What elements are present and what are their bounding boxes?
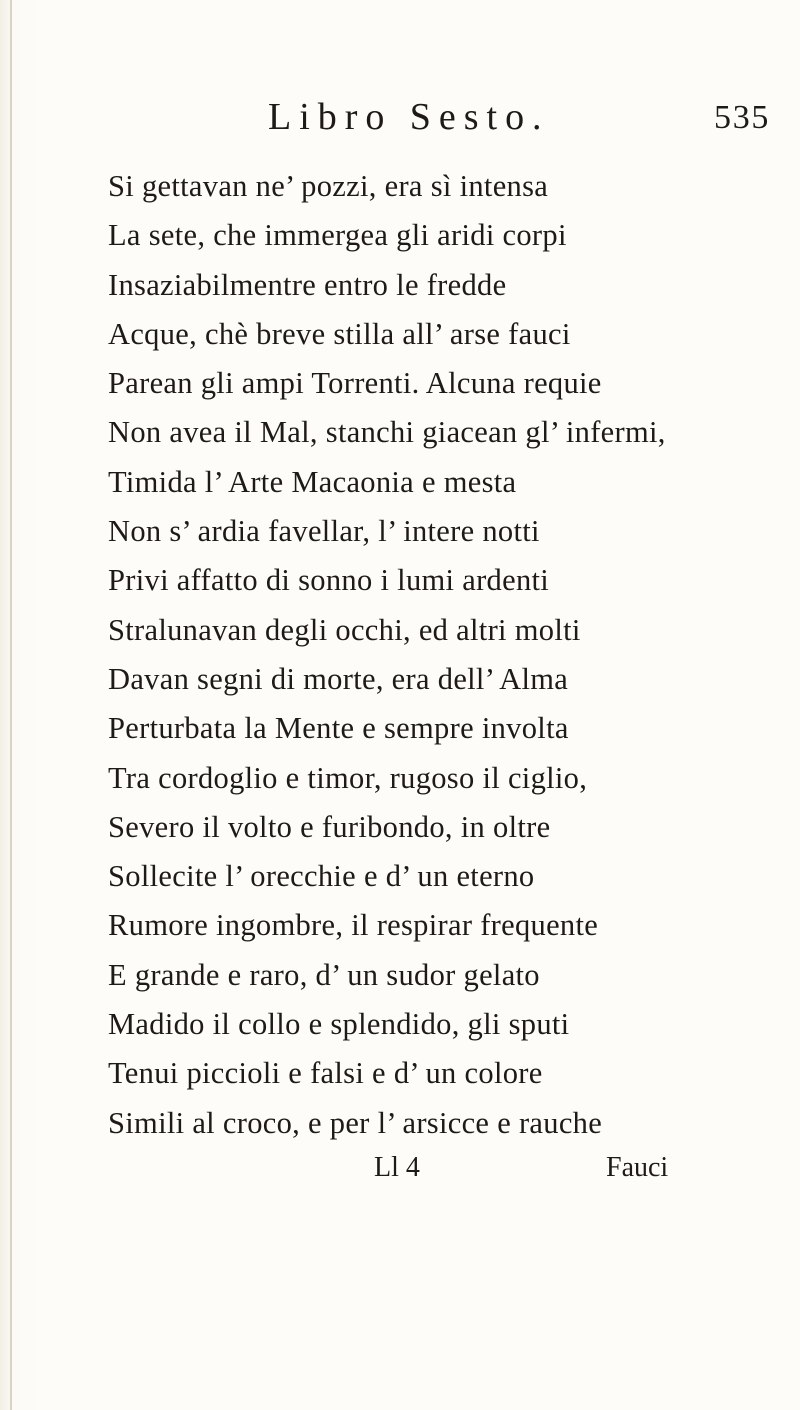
verse-line: Perturbata la Mente e sempre involta <box>108 711 569 746</box>
running-title: Libro Sesto. <box>268 96 550 138</box>
verse-line: Sollecite l’ orecchie e d’ un eterno <box>108 859 535 894</box>
verse-line: Madido il collo e splendido, gli sputi <box>108 1007 570 1042</box>
catchword: Fauci <box>606 1152 669 1183</box>
verse-line: Timida l’ Arte Macaonia e mesta <box>108 464 517 499</box>
verse-line: La sete, che immergea gli aridi corpi <box>108 218 567 253</box>
verse-line: Rumore ingombre, il respirar frequente <box>108 908 599 943</box>
verse-line: Privi affatto di sonno i lumi ardenti <box>108 563 550 598</box>
verse-line: Tra cordoglio e timor, rugoso il ciglio, <box>108 760 588 795</box>
verse-line: Si gettavan ne’ pozzi, era sì intensa <box>108 169 549 203</box>
verse-line: Stralunavan degli occhi, ed altri molti <box>108 612 581 647</box>
verse-line: E grande e raro, d’ un sudor gelato <box>108 957 540 992</box>
verse-line: Tenui piccioli e falsi e d’ un colore <box>108 1056 543 1091</box>
signature-mark: Ll 4 <box>374 1152 420 1183</box>
verse-block <box>108 162 788 1148</box>
verse-line: Parean gli ampi Torrenti. Alcuna requie <box>108 366 602 401</box>
verse-line: Non s’ ardia favellar, l’ intere notti <box>108 514 540 549</box>
verse-line: Insaziabilmentre entro le fredde <box>108 267 507 302</box>
verse-line: Davan segni di morte, era dell’ Alma <box>108 661 569 696</box>
verse-line: Non avea il Mal, stanchi giacean gl’ infermi, <box>108 415 666 450</box>
page-gutter-edge <box>10 0 12 1410</box>
page-header <box>0 95 800 155</box>
verse-line: Simili al croco, e per l’ arsicce e rauche <box>108 1105 603 1140</box>
verse-line: Severo il volto e furibondo, in oltre <box>108 809 551 844</box>
page-number: 535 <box>714 99 771 136</box>
page-footer <box>0 1152 800 1196</box>
verse-line: Acque, chè breve stilla all’ arse fauci <box>108 316 571 351</box>
